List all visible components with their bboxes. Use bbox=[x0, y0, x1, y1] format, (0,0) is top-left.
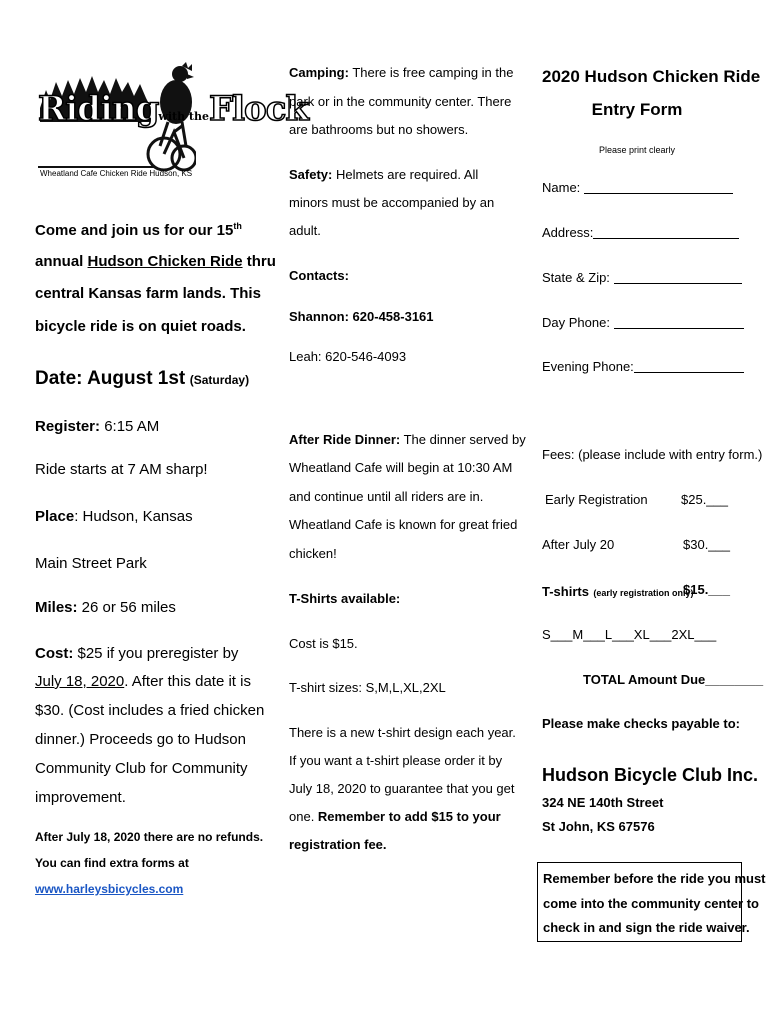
miles: Miles: 26 or 56 miles bbox=[35, 599, 176, 616]
contacts-heading: Contacts: bbox=[289, 268, 349, 283]
logo-tagline: Wheatland Cafe Chicken Ride Hudson, KS bbox=[40, 169, 193, 178]
fees-header: Fees: (please include with entry form.) bbox=[542, 447, 763, 462]
print-note: Please print clearly bbox=[598, 145, 676, 155]
extra-forms-note: You can find extra forms at bbox=[35, 856, 189, 870]
fee-tshirts-label: T-shirts (early registration only) bbox=[542, 584, 694, 599]
tshirts-heading: T-Shirts available: bbox=[289, 591, 401, 606]
name-field[interactable]: Name: bbox=[542, 179, 733, 194]
day-phone-field[interactable]: Day Phone: bbox=[542, 314, 744, 329]
club-address-1: 324 NE 140th Street bbox=[542, 795, 664, 810]
intro-line-1: Come and join us for our 15th bbox=[35, 221, 242, 239]
total-amount-due[interactable]: TOTAL Amount Due________ bbox=[583, 672, 764, 687]
logo-title: Ridingwith theFlock bbox=[38, 89, 308, 129]
checks-payable-note: Please make checks payable to: bbox=[542, 716, 741, 731]
website-link[interactable]: www.harleysbicycles.com bbox=[35, 882, 184, 896]
refund-policy: After July 18, 2020 there are no refunds. bbox=[35, 830, 264, 844]
register-time: Register: 6:15 AM bbox=[35, 418, 160, 435]
event-date: Date: August 1st (Saturday) bbox=[35, 368, 250, 389]
contact-shannon: Shannon: 620-458-3161 bbox=[289, 309, 434, 324]
fee-early-label: Early Registration bbox=[545, 492, 648, 507]
fee-after-price[interactable]: $30.___ bbox=[683, 537, 730, 552]
intro-line-2: annual Hudson Chicken Ride thru bbox=[35, 253, 276, 270]
tshirt-size-selection[interactable]: S___M___L___XL___2XL___ bbox=[542, 627, 717, 642]
intro-line-3: central Kansas farm lands. This bbox=[35, 285, 261, 302]
park: Main Street Park bbox=[35, 555, 147, 572]
place: Place: Hudson, Kansas bbox=[35, 508, 193, 525]
address-field[interactable]: Address: bbox=[542, 224, 739, 239]
fee-after-label: After July 20 bbox=[542, 537, 615, 552]
waiver-reminder-box: Remember before the ride you must come into the community center to check in and sign the ride waiver. bbox=[537, 862, 742, 942]
fee-tshirts-price[interactable]: $15.___ bbox=[683, 582, 730, 597]
club-name: Hudson Bicycle Club Inc. bbox=[542, 765, 759, 785]
ride-start: Ride starts at 7 AM sharp! bbox=[35, 461, 208, 478]
tshirt-cost: Cost is $15. bbox=[289, 636, 358, 651]
state-zip-input-line[interactable] bbox=[614, 269, 742, 284]
day-phone-input-line[interactable] bbox=[614, 314, 744, 329]
state-zip-field[interactable]: State & Zip: bbox=[542, 269, 742, 284]
tshirt-sizes: T-shirt sizes: S,M,L,XL,2XL bbox=[289, 680, 446, 695]
evening-phone-field[interactable]: Evening Phone: bbox=[542, 358, 744, 373]
ride-logo bbox=[36, 62, 308, 184]
name-input-line[interactable] bbox=[584, 179, 733, 194]
form-title: 2020 Hudson Chicken Ride Entry Form bbox=[542, 67, 761, 119]
address-input-line[interactable] bbox=[593, 224, 739, 239]
fee-early-price[interactable]: $25.___ bbox=[681, 492, 728, 507]
club-address-2: St John, KS 67576 bbox=[542, 819, 655, 834]
contact-leah: Leah: 620-546-4093 bbox=[289, 349, 407, 364]
evening-phone-input-line[interactable] bbox=[634, 358, 744, 373]
intro-line-4: bicycle ride is on quiet roads. bbox=[35, 318, 246, 335]
